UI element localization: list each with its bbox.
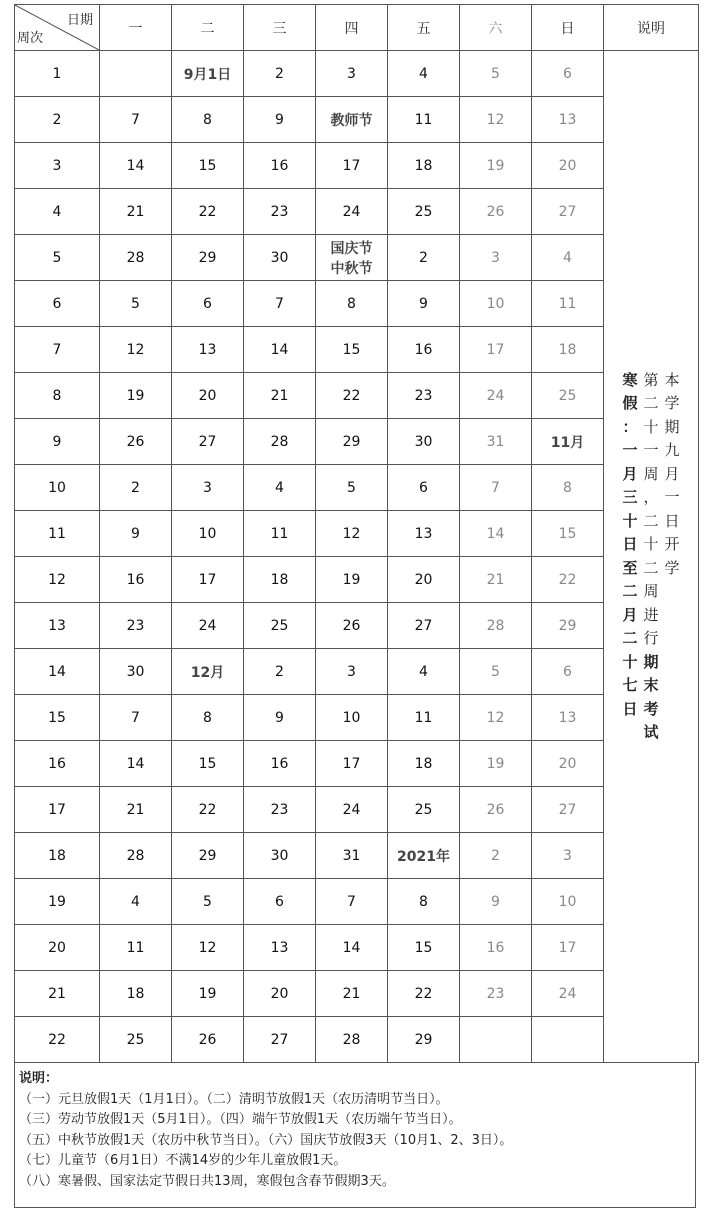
week-row <box>15 189 699 235</box>
note-header: 说明 <box>604 5 699 51</box>
date-cell: 27 <box>532 189 604 235</box>
date-cell: 9月1日 <box>172 51 244 97</box>
week-number: 15 <box>15 695 100 741</box>
date-cell: 14 <box>316 925 388 971</box>
week-row <box>15 419 699 465</box>
date-cell: 17 <box>460 327 532 373</box>
date-cell: 15 <box>172 741 244 787</box>
date-cell: 2 <box>244 649 316 695</box>
notes-line: （五）中秋节放假1天（农历中秋节当日）。（六）国庆节放假3天（10月1、2、3日）。 <box>19 1132 513 1148</box>
side-note-column: 第 二 十 一 周 ， 二 十 二 周 进 行 期 末 考 试 <box>643 370 659 741</box>
date-cell: 3 <box>172 465 244 511</box>
holiday-label: 中秋节 <box>330 260 373 277</box>
date-cell <box>532 1017 604 1063</box>
date-cell: 13 <box>532 97 604 143</box>
date-cell: 27 <box>172 419 244 465</box>
date-cell: 3 <box>316 51 388 97</box>
date-cell: 22 <box>172 787 244 833</box>
date-cell: 5 <box>460 51 532 97</box>
date-cell: 20 <box>388 557 460 603</box>
date-cell: 27 <box>532 787 604 833</box>
week-row <box>15 97 699 143</box>
date-cell: 28 <box>316 1017 388 1063</box>
date-cell: 30 <box>244 235 316 281</box>
date-cell: 22 <box>532 557 604 603</box>
week-number: 6 <box>15 281 100 327</box>
date-cell: 27 <box>244 1017 316 1063</box>
date-cell: 23 <box>388 373 460 419</box>
date-cell <box>316 235 388 281</box>
week-number: 13 <box>15 603 100 649</box>
day-header-sat: 六 <box>460 5 532 51</box>
week-row <box>15 373 699 419</box>
notes-box <box>14 1063 696 1208</box>
date-cell: 7 <box>460 465 532 511</box>
week-row <box>15 511 699 557</box>
side-note-column: 本 学 期 九 月 一 日 开 学 <box>664 370 680 577</box>
week-row <box>15 925 699 971</box>
date-cell: 教师节 <box>316 97 388 143</box>
week-row <box>15 971 699 1017</box>
date-cell: 15 <box>388 925 460 971</box>
week-number: 20 <box>15 925 100 971</box>
week-row <box>15 879 699 925</box>
week-number: 1 <box>15 51 100 97</box>
week-number: 7 <box>15 327 100 373</box>
week-number: 22 <box>15 1017 100 1063</box>
week-number: 8 <box>15 373 100 419</box>
week-row <box>15 327 699 373</box>
date-cell: 11 <box>244 511 316 557</box>
date-cell: 11 <box>388 695 460 741</box>
date-cell: 20 <box>532 143 604 189</box>
date-cell: 19 <box>316 557 388 603</box>
header-row <box>15 5 699 51</box>
date-cell: 26 <box>460 787 532 833</box>
week-row <box>15 695 699 741</box>
date-cell: 5 <box>100 281 172 327</box>
date-cell: 18 <box>388 741 460 787</box>
date-cell: 24 <box>460 373 532 419</box>
date-cell: 13 <box>388 511 460 557</box>
week-row <box>15 281 699 327</box>
day-header-tue: 二 <box>172 5 244 51</box>
date-cell: 21 <box>316 971 388 1017</box>
date-cell: 19 <box>460 741 532 787</box>
date-cell: 4 <box>388 649 460 695</box>
date-cell: 18 <box>244 557 316 603</box>
date-cell: 14 <box>100 741 172 787</box>
date-cell: 4 <box>532 235 604 281</box>
date-cell: 10 <box>532 879 604 925</box>
date-cell: 18 <box>100 971 172 1017</box>
date-cell: 24 <box>316 787 388 833</box>
date-cell: 18 <box>388 143 460 189</box>
notes-line: （一）元旦放假1天（1月1日）。（二）清明节放假1天（农历清明节当日）。 <box>19 1091 449 1107</box>
week-number: 2 <box>15 97 100 143</box>
date-cell: 19 <box>460 143 532 189</box>
date-cell: 28 <box>100 833 172 879</box>
date-cell: 4 <box>100 879 172 925</box>
date-cell: 25 <box>244 603 316 649</box>
date-cell: 24 <box>532 971 604 1017</box>
week-row <box>15 833 699 879</box>
date-cell: 7 <box>244 281 316 327</box>
date-cell: 3 <box>460 235 532 281</box>
date-cell: 6 <box>244 879 316 925</box>
date-cell: 12月 <box>172 649 244 695</box>
date-cell: 23 <box>460 971 532 1017</box>
corner-week-label: 周次 <box>17 31 44 46</box>
day-header-wed: 三 <box>244 5 316 51</box>
holiday-label: 国庆节 <box>330 240 373 257</box>
date-cell: 16 <box>244 143 316 189</box>
date-cell: 22 <box>172 189 244 235</box>
week-row <box>15 1017 699 1063</box>
date-cell <box>100 51 172 97</box>
date-cell: 22 <box>388 971 460 1017</box>
date-cell: 4 <box>388 51 460 97</box>
date-cell: 9 <box>460 879 532 925</box>
date-cell: 30 <box>244 833 316 879</box>
week-row <box>15 649 699 695</box>
date-cell: 17 <box>532 925 604 971</box>
date-cell: 29 <box>316 419 388 465</box>
date-cell: 8 <box>172 695 244 741</box>
date-cell: 17 <box>172 557 244 603</box>
date-cell: 9 <box>100 511 172 557</box>
week-number: 12 <box>15 557 100 603</box>
week-number: 11 <box>15 511 100 557</box>
date-cell: 27 <box>388 603 460 649</box>
notes-title: 说明： <box>19 1071 59 1086</box>
week-row <box>15 235 699 281</box>
date-cell: 8 <box>532 465 604 511</box>
date-cell: 9 <box>388 281 460 327</box>
date-cell: 16 <box>460 925 532 971</box>
date-cell: 12 <box>316 511 388 557</box>
date-cell: 21 <box>244 373 316 419</box>
week-row <box>15 787 699 833</box>
date-cell: 7 <box>316 879 388 925</box>
date-cell: 16 <box>244 741 316 787</box>
date-cell: 5 <box>172 879 244 925</box>
date-cell: 31 <box>460 419 532 465</box>
date-cell: 10 <box>172 511 244 557</box>
date-cell: 7 <box>100 695 172 741</box>
week-number: 9 <box>15 419 100 465</box>
date-cell: 20 <box>532 741 604 787</box>
date-cell: 28 <box>100 235 172 281</box>
date-cell: 15 <box>172 143 244 189</box>
date-cell: 23 <box>244 189 316 235</box>
week-row <box>15 465 699 511</box>
week-number: 10 <box>15 465 100 511</box>
date-cell: 6 <box>532 649 604 695</box>
notes-line: （八）寒暑假、国家法定节假日共13周，寒假包含春节假期3天。 <box>19 1173 395 1189</box>
date-cell: 10 <box>316 695 388 741</box>
date-cell: 20 <box>244 971 316 1017</box>
date-cell: 2021年 <box>388 833 460 879</box>
date-cell: 8 <box>172 97 244 143</box>
date-cell: 26 <box>100 419 172 465</box>
date-cell: 29 <box>172 235 244 281</box>
date-cell: 14 <box>244 327 316 373</box>
date-cell: 14 <box>460 511 532 557</box>
date-cell: 2 <box>244 51 316 97</box>
date-cell: 30 <box>388 419 460 465</box>
date-cell: 2 <box>460 833 532 879</box>
date-cell: 21 <box>460 557 532 603</box>
date-cell: 12 <box>460 97 532 143</box>
week-row <box>15 557 699 603</box>
week-number: 21 <box>15 971 100 1017</box>
date-cell: 3 <box>532 833 604 879</box>
date-cell: 26 <box>316 603 388 649</box>
date-cell: 26 <box>460 189 532 235</box>
date-cell: 3 <box>316 649 388 695</box>
date-cell: 12 <box>460 695 532 741</box>
date-cell: 6 <box>388 465 460 511</box>
date-cell: 25 <box>388 189 460 235</box>
date-cell: 5 <box>316 465 388 511</box>
date-cell: 29 <box>388 1017 460 1063</box>
week-number: 3 <box>15 143 100 189</box>
day-header-thu: 四 <box>316 5 388 51</box>
date-cell: 21 <box>100 787 172 833</box>
date-cell: 10 <box>460 281 532 327</box>
date-cell: 14 <box>100 143 172 189</box>
week-row <box>15 143 699 189</box>
date-cell: 31 <box>316 833 388 879</box>
corner-date-label: 日期 <box>66 13 93 28</box>
date-cell: 29 <box>172 833 244 879</box>
date-cell: 18 <box>532 327 604 373</box>
date-cell: 17 <box>316 143 388 189</box>
date-cell: 28 <box>244 419 316 465</box>
date-cell: 6 <box>532 51 604 97</box>
day-header-sun: 日 <box>532 5 604 51</box>
date-cell: 15 <box>532 511 604 557</box>
date-cell: 21 <box>100 189 172 235</box>
week-number: 18 <box>15 833 100 879</box>
date-cell: 25 <box>388 787 460 833</box>
date-cell: 11月 <box>532 419 604 465</box>
date-cell: 11 <box>100 925 172 971</box>
week-row <box>15 741 699 787</box>
date-cell: 11 <box>532 281 604 327</box>
date-cell <box>460 1017 532 1063</box>
date-cell: 2 <box>100 465 172 511</box>
week-number: 19 <box>15 879 100 925</box>
date-cell: 2 <box>388 235 460 281</box>
date-cell: 11 <box>388 97 460 143</box>
date-cell: 8 <box>316 281 388 327</box>
date-cell: 13 <box>532 695 604 741</box>
school-calendar <box>14 4 698 1208</box>
week-number: 4 <box>15 189 100 235</box>
week-number: 17 <box>15 787 100 833</box>
day-header-mon: 一 <box>100 5 172 51</box>
date-cell: 12 <box>172 925 244 971</box>
date-cell: 19 <box>172 971 244 1017</box>
date-cell: 30 <box>100 649 172 695</box>
date-cell: 4 <box>244 465 316 511</box>
date-cell: 20 <box>172 373 244 419</box>
date-cell: 6 <box>172 281 244 327</box>
date-cell: 17 <box>316 741 388 787</box>
date-cell: 25 <box>532 373 604 419</box>
corner-cell <box>15 5 100 51</box>
date-cell: 25 <box>100 1017 172 1063</box>
date-cell: 13 <box>244 925 316 971</box>
date-cell: 23 <box>244 787 316 833</box>
week-number: 5 <box>15 235 100 281</box>
calendar-table <box>14 4 699 1063</box>
date-cell: 19 <box>100 373 172 419</box>
week-row <box>15 51 699 97</box>
week-row <box>15 603 699 649</box>
date-cell: 15 <box>316 327 388 373</box>
date-cell: 5 <box>460 649 532 695</box>
date-cell: 22 <box>316 373 388 419</box>
side-note-cell <box>604 51 699 1063</box>
date-cell: 8 <box>388 879 460 925</box>
date-cell: 16 <box>100 557 172 603</box>
date-cell: 29 <box>532 603 604 649</box>
date-cell: 9 <box>244 97 316 143</box>
date-cell: 24 <box>316 189 388 235</box>
date-cell: 24 <box>172 603 244 649</box>
date-cell: 7 <box>100 97 172 143</box>
notes-line: （三）劳动节放假1天（5月1日）。（四）端午节放假1天（农历端午节当日）。 <box>19 1112 462 1127</box>
notes-line: （七）儿童节（6月1日）不满14岁的少年儿童放假1天。 <box>19 1153 347 1168</box>
date-cell: 23 <box>100 603 172 649</box>
side-note-column: 寒 假 ： 一 月 三 十 日 至 二 月 二 十 七 日 <box>622 370 638 718</box>
date-cell: 26 <box>172 1017 244 1063</box>
date-cell: 16 <box>388 327 460 373</box>
week-number: 14 <box>15 649 100 695</box>
date-cell: 28 <box>460 603 532 649</box>
date-cell: 13 <box>172 327 244 373</box>
date-cell: 12 <box>100 327 172 373</box>
day-header-fri: 五 <box>388 5 460 51</box>
week-number: 16 <box>15 741 100 787</box>
date-cell: 9 <box>244 695 316 741</box>
